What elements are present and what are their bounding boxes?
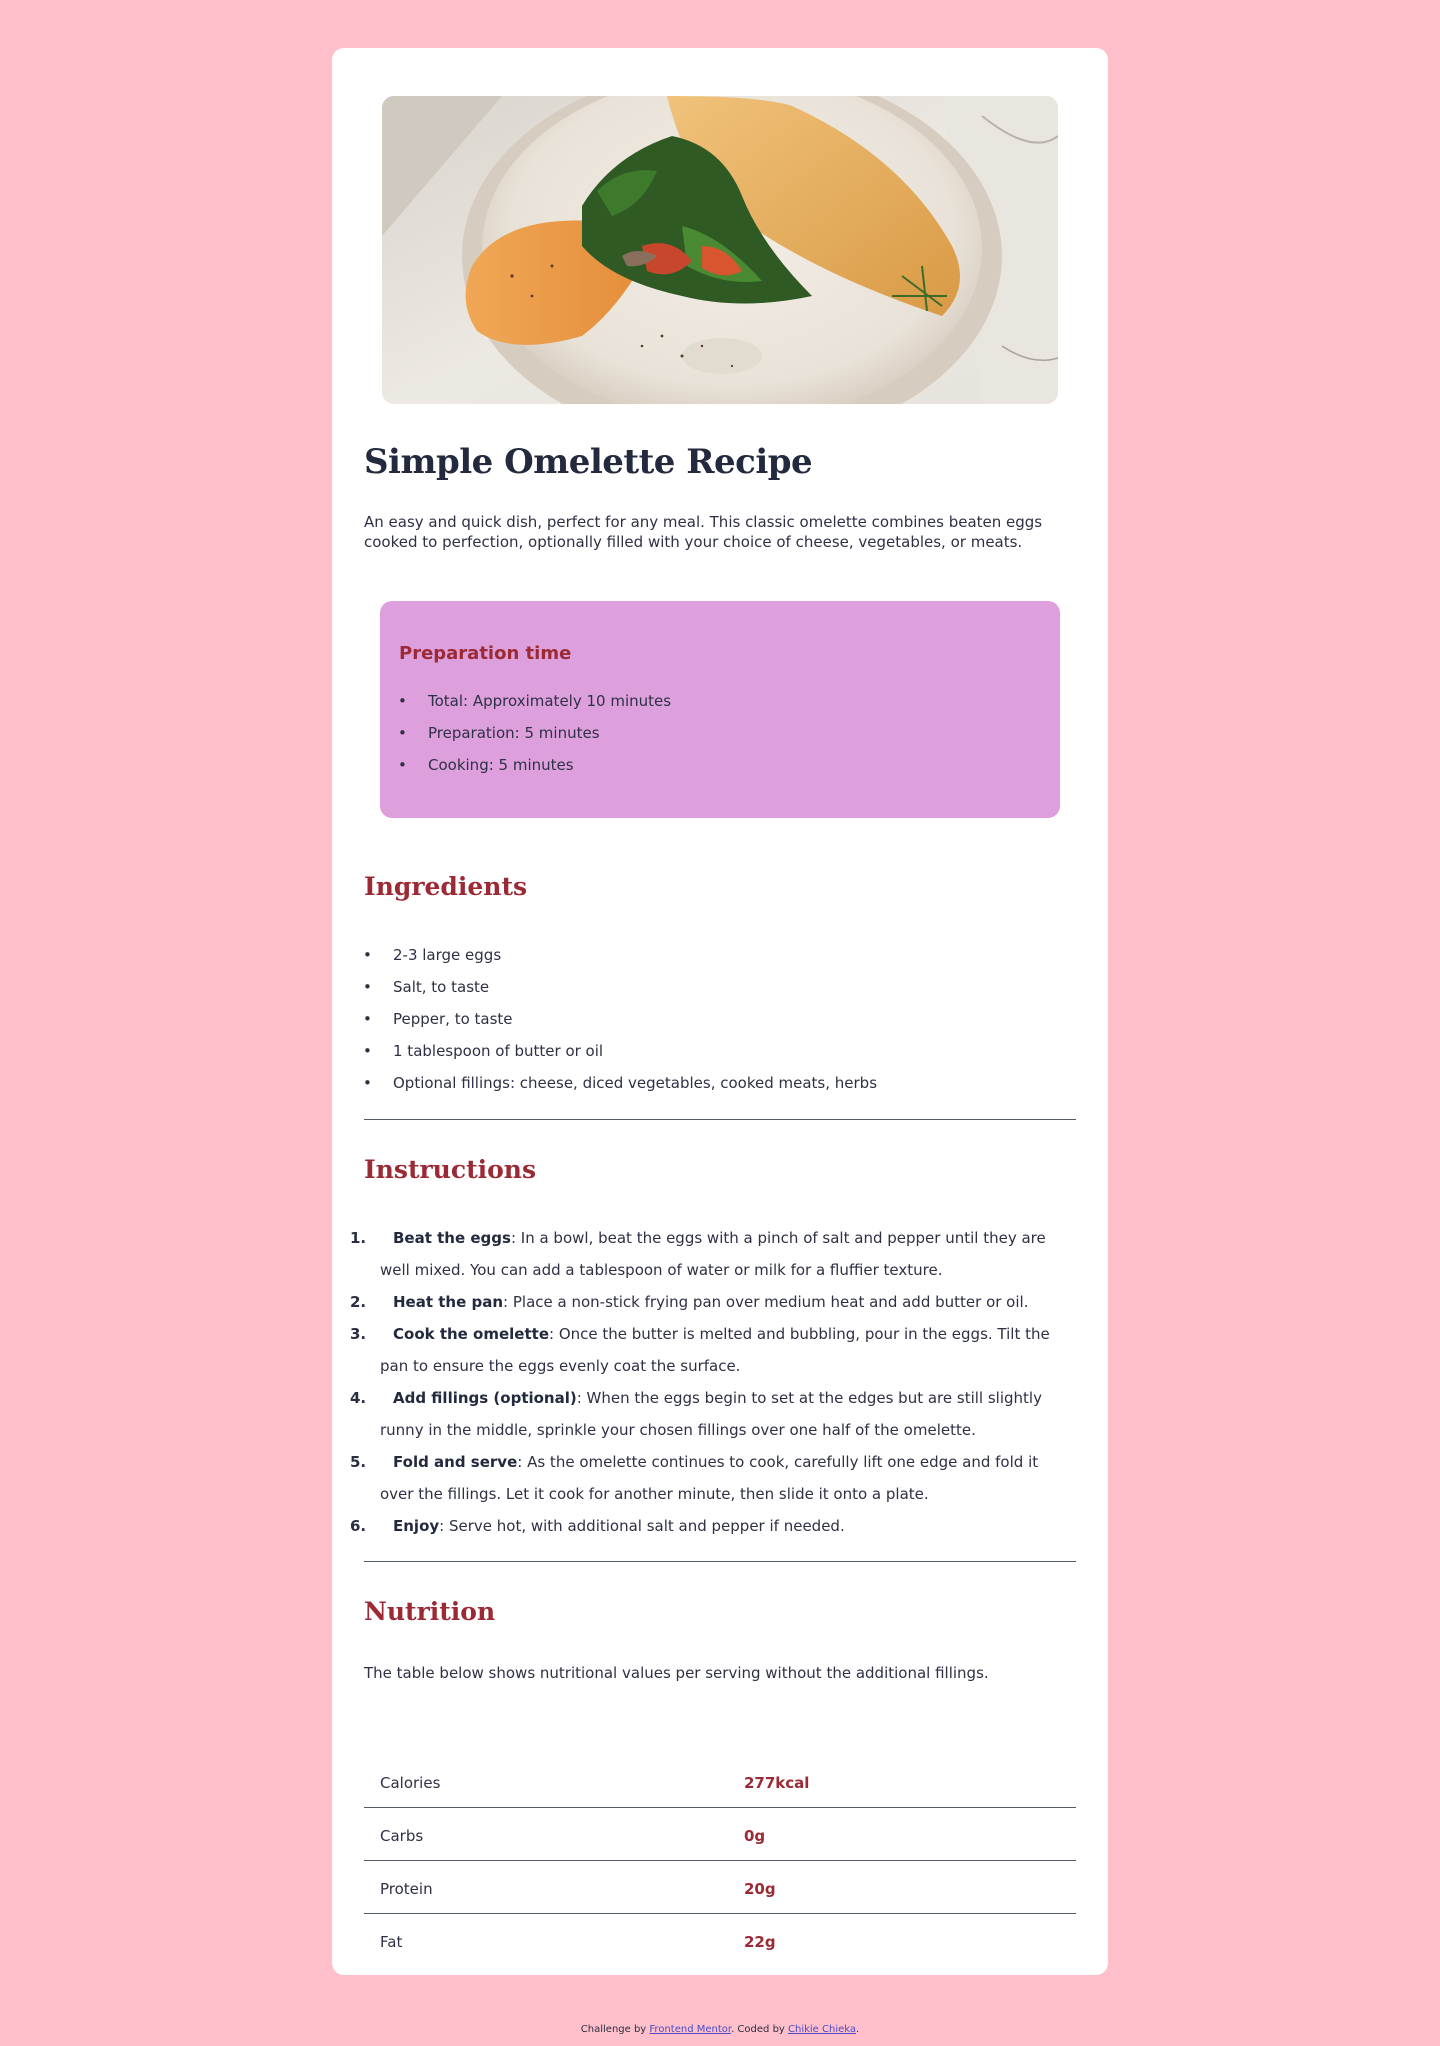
step-number: 4.: [350, 1389, 367, 1407]
step-text: : Place a non-stick frying pan over medium heat and add butter or oil.: [503, 1293, 1029, 1311]
nutrition-row: [364, 1756, 1076, 1808]
list-item: • Optional fillings: cheese, diced vegetables, cooked meats, herbs: [393, 1074, 877, 1092]
nutrition-row: [364, 1809, 1076, 1861]
row-divider: [364, 1913, 1076, 1914]
nutrition-row: [364, 1915, 1076, 1967]
nutrition-label: Calories: [380, 1774, 441, 1792]
list-item: • 2-3 large eggs: [393, 946, 501, 964]
footer-suffix: .: [856, 2024, 860, 2035]
step-text: : Serve hot, with additional salt and pepper if needed.: [439, 1517, 845, 1535]
divider: [364, 1561, 1076, 1562]
footer-prefix: Challenge by: [580, 2024, 650, 2035]
nutrition-note: The table below shows nutritional values per serving without the additional fillings.: [364, 1664, 989, 1682]
nutrition-row: [364, 1862, 1076, 1914]
step-number: 3.: [350, 1325, 367, 1343]
step-lead: Beat the eggs: [393, 1229, 511, 1247]
step-lead: Heat the pan: [393, 1293, 504, 1311]
omelette-photo: [382, 96, 1058, 404]
footer-middle: . Coded by: [731, 2024, 789, 2035]
attribution-footer: [0, 2024, 1440, 2035]
recipe-title: Simple Omelette Recipe: [364, 442, 813, 482]
step-text: : Once the butter is melted and bubbling, pour in the eggs. Tilt the pan to ensure the eggs evenly coat the surface.: [380, 1325, 1050, 1375]
step-lead: Cook the omelette: [393, 1325, 549, 1343]
list-item: [350, 1222, 1060, 1286]
step-number: 5.: [350, 1453, 367, 1471]
preparation-box: [380, 601, 1060, 818]
list-item: [350, 1286, 1060, 1318]
list-item: [350, 1446, 1060, 1510]
list-item: [350, 1318, 1060, 1382]
step-lead: Add fillings (optional): [393, 1389, 577, 1407]
instructions-heading: Instructions: [364, 1155, 537, 1184]
step-text: : When the eggs begin to set at the edges but are still slightly runny in the middle, sprinkle your chosen fillings over one half of the omelette.: [380, 1389, 1042, 1439]
list-item: • Pepper, to taste: [393, 1010, 513, 1028]
step-lead: Enjoy: [393, 1517, 440, 1535]
step-number: 2.: [350, 1293, 367, 1311]
divider: [364, 1119, 1076, 1120]
nutrition-heading: Nutrition: [364, 1597, 496, 1626]
preparation-heading: Preparation time: [399, 643, 572, 664]
step-text: : As the omelette continues to cook, carefully lift one edge and fold it over the fillings. Let it cook for another minute, then slide it onto a plate.: [380, 1453, 1039, 1503]
frontend-mentor-link[interactable]: Frontend Mentor: [649, 2024, 732, 2035]
nutrition-label: Fat: [380, 1933, 403, 1951]
list-item: • Total: Approximately 10 minutes: [428, 692, 671, 710]
list-item: [350, 1510, 1060, 1542]
step-text: : In a bowl, beat the eggs with a pinch of salt and pepper until they are well mixed. You can add a tablespoon of water or milk for a fluffier texture.: [380, 1229, 1046, 1279]
author-link[interactable]: Chikie Chieka: [788, 2024, 857, 2035]
step-number: 1.: [350, 1229, 367, 1247]
nutrition-label: Carbs: [380, 1827, 424, 1845]
row-divider: [364, 1807, 1076, 1808]
nutrition-value: 20g: [744, 1880, 776, 1898]
recipe-intro: An easy and quick dish, perfect for any meal. This classic omelette combines beaten eggs cooked to perfection, optionally filled with your choice of cheese, vegetables, or meats.: [364, 513, 1043, 551]
list-item: • Cooking: 5 minutes: [428, 756, 574, 774]
list-item: • Salt, to taste: [393, 978, 489, 996]
step-lead: Fold and serve: [393, 1453, 518, 1471]
nutrition-value: 277kcal: [744, 1774, 810, 1792]
recipe-card: [332, 48, 1108, 1975]
list-item: [350, 1382, 1060, 1446]
step-number: 6.: [350, 1517, 367, 1535]
row-divider: [364, 1860, 1076, 1861]
nutrition-label: Protein: [380, 1880, 433, 1898]
ingredients-heading: Ingredients: [364, 872, 528, 901]
omelette-photo-icon: [382, 96, 1058, 404]
list-item: • Preparation: 5 minutes: [428, 724, 600, 742]
nutrition-value: 22g: [744, 1933, 776, 1951]
nutrition-value: 0g: [744, 1827, 766, 1845]
list-item: • 1 tablespoon of butter or oil: [393, 1042, 603, 1060]
